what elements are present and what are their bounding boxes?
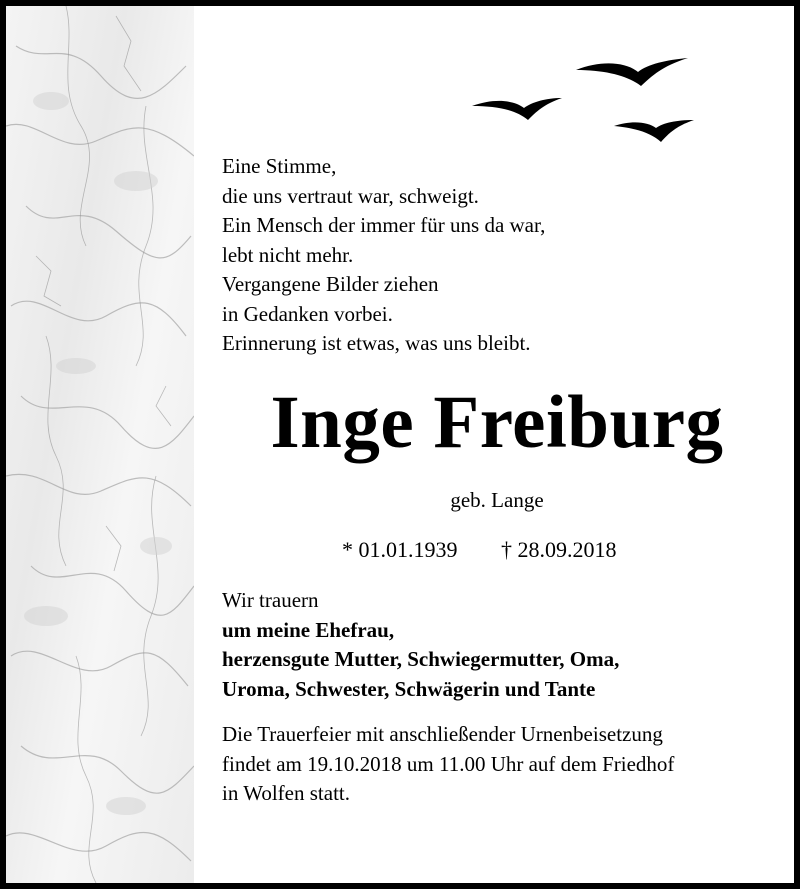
death-date: † 28.09.2018 bbox=[501, 537, 617, 562]
poem-line: Erinnerung ist etwas, was uns bleibt. bbox=[222, 331, 531, 355]
poem-line: Eine Stimme, bbox=[222, 154, 337, 178]
birth-date: * 01.01.1939 bbox=[342, 537, 458, 562]
life-dates bbox=[342, 537, 617, 563]
mourning-intro: Wir trauern bbox=[222, 588, 319, 612]
poem-line: die uns vertraut war, schweigt. bbox=[222, 183, 479, 208]
marble-veins bbox=[6, 6, 194, 883]
poem-line: in Gedanken vorbei. bbox=[222, 301, 393, 326]
poem-line: Vergangene Bilder ziehen bbox=[222, 272, 439, 296]
deceased-name: Inge Freiburg bbox=[270, 381, 724, 464]
funeral-details bbox=[222, 720, 674, 809]
poem-line: lebt nicht mehr. bbox=[222, 242, 354, 267]
funeral-line: findet am 19.10.2018 um 11.00 Uhr auf dem Friedhof bbox=[222, 751, 675, 776]
maiden-name: geb. Lange bbox=[450, 488, 544, 512]
mourning-statement bbox=[222, 586, 619, 704]
relation-line: herzensgute Mutter, Schwiegermutter, Oma, bbox=[222, 647, 620, 671]
relation-line: Uroma, Schwester, Schwägerin und Tante bbox=[222, 676, 596, 701]
memorial-poem bbox=[222, 152, 545, 359]
relation-line: um meine Ehefrau, bbox=[222, 617, 395, 642]
funeral-line: Die Trauerfeier mit anschließender Urnenbeisetzung bbox=[222, 722, 663, 746]
marble-texture-panel bbox=[6, 6, 194, 883]
poem-line: Ein Mensch der immer für uns da war, bbox=[222, 213, 546, 237]
flying-birds-icon bbox=[466, 46, 706, 146]
funeral-line: in Wolfen statt. bbox=[222, 781, 350, 805]
